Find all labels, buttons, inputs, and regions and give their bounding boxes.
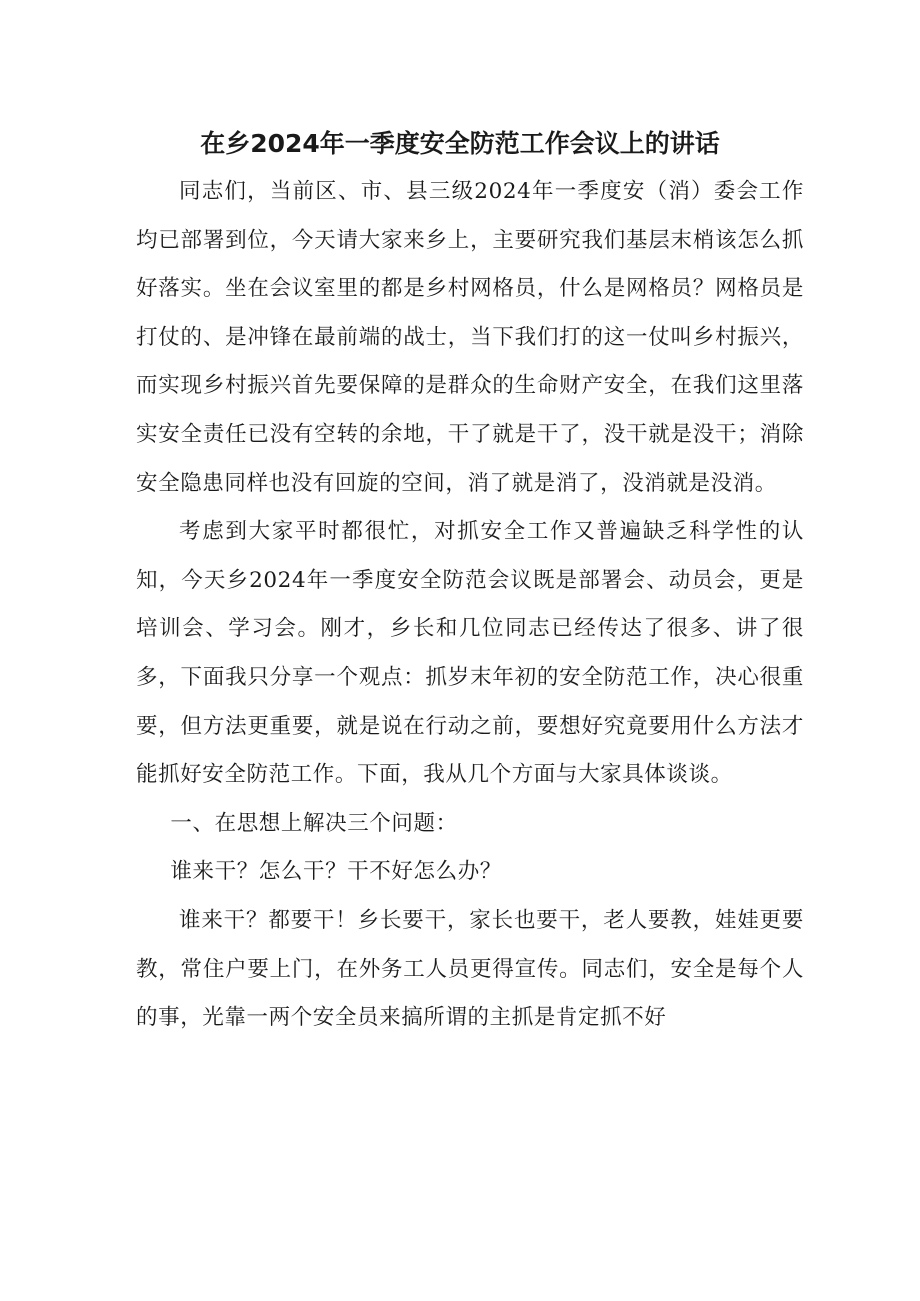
paragraph-2: 考虑到大家平时都很忙，对抓安全工作又普遍缺乏科学性的认知，今天乡2024年一季度安全防范会议既是部署会、动员会，更是培训会、学习会。刚才，乡长和几位同志已经传达了很多、讲了很多，下面我只分享一个观点：抓岁末年初的安全防范工作，决心很重要，但方法更重要，就是说在行动之前，要想好究竟要用什么方法才能抓好安全防范工作。下面，我从几个方面与大家具体谈谈。: [136, 519, 804, 788]
paragraph-1: 同志们，当前区、市、县三级2024年一季度安（消）委会工作均已部署到位，今天请大家来乡上，主要研究我们基层末梢该怎么抓好落实。坐在会议室里的都是乡村网格员，什么是网格员？网格员是打仗的、是冲锋在最前端的战士，当下我们打的这一仗叫乡村振兴，而实现乡村振兴首先要保障的是群众的生命财产安全，在我们这里落实安全责任已没有空转的余地，干了就是干了，没干就是没干；消除安全隐患同样也没有回旋的空间，消了就是消了，没消就是没消。: [136, 179, 804, 496]
section-heading-1: 一、在思想上解决三个问题：: [170, 810, 458, 836]
paragraph-3: 谁来干？都要干！乡长要干，家长也要干，老人要教，娃娃更要教，常住户要上门，在外务工人员更得宣传。同志们，安全是每个人的事，光靠一两个安全员来搞所谓的主抓是肯定抓不好: [136, 907, 804, 1031]
document-title: 在乡2024年一季度安全防范工作会议上的讲话: [200, 129, 720, 158]
document-body: [136, 168, 804, 1043]
section-subheading-questions: 谁来干？怎么干？干不好怎么办？: [170, 859, 502, 885]
